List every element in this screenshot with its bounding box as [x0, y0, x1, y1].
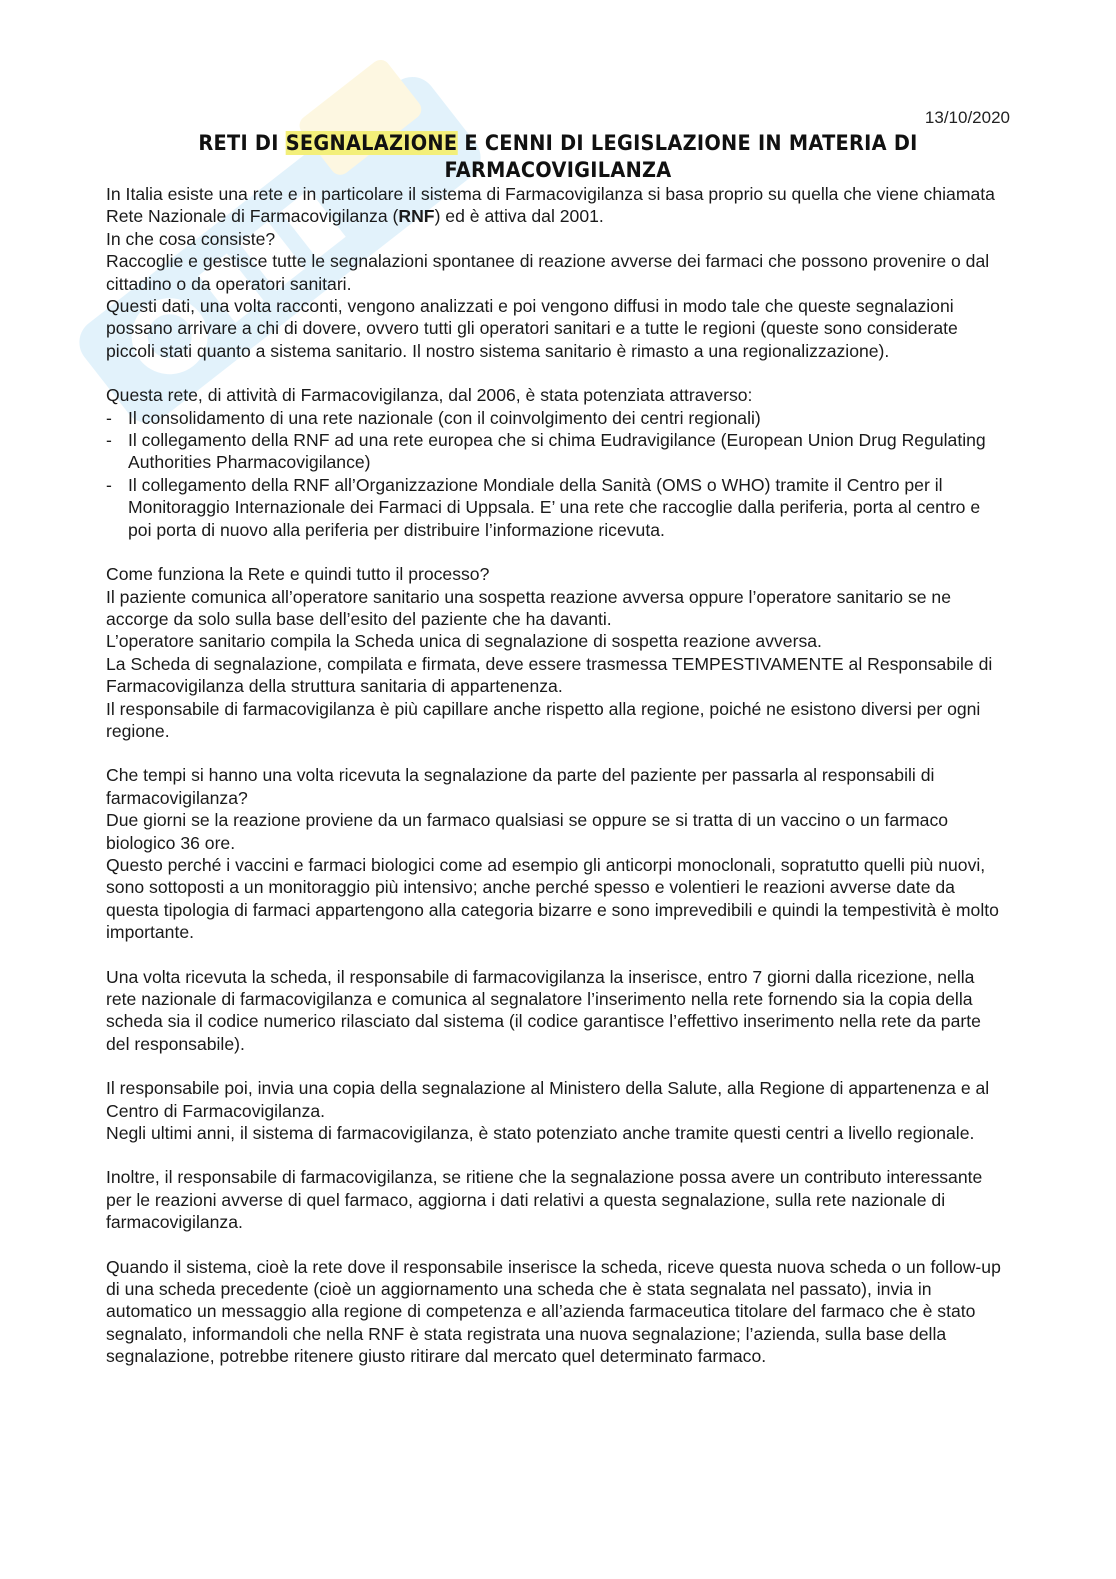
document-date: 13/10/2020 — [924, 108, 1010, 127]
paragraph: Il paziente comunica all’operatore sanitario una sospetta reazione avversa oppure l’operatore sanitario se ne accorge da solo sulla base dell’esito del paziente che ha davanti. — [106, 586, 952, 629]
list-item: - Il collegamento della RNF ad una rete europea che si chima Eudravigilance (European Union Drug Regulating Authorities Pharmacovigilance) — [106, 429, 1006, 474]
question: In che cosa consiste? — [106, 228, 276, 249]
title-highlight: SEGNALAZIONE — [285, 131, 458, 155]
paragraph: Questa rete, di attività di Farmacovigilanza, dal 2006, è stata potenziata attraverso: — [106, 385, 753, 406]
paragraph: Il responsabile di farmacovigilanza è più capillare anche rispetto alla regione, poiché ne esistono diversi per ogni regione. — [106, 698, 981, 741]
paragraph: Il responsabile poi, invia una copia della segnalazione al Ministero della Salute, alla Regione di appartenenza e al Centro di Farmacovigilanza. — [106, 1078, 990, 1121]
paragraph: Raccoglie e gestisce tutte le segnalazioni spontanee di reazione avverse dei farmaci che possono provenire o dal cittadino o da operatori sanitari. — [106, 251, 990, 294]
paragraph: La Scheda di segnalazione, compilata e firmata, deve essere trasmessa TEMPESTIVAMENTE al Responsabile di Farmacovigilanza della struttura sanitaria di appartenenza. — [106, 653, 993, 697]
paragraph: Due giorni se la reazione proviene da un farmaco qualsiasi se oppure se si tratta di un vaccino o un farmaco biologico 36 ore. — [106, 810, 949, 853]
paragraph: Questo perché i vaccini e farmaci biologici come ad esempio gli anticorpi monoclonali, sopratutto quelli più nuovi, sono sottoposti a un monitoraggio più intensivo; anche perché spesso e volentieri le reazioni avverse date da questa tipologia di farmaci appartengono alla categoria bizarre e sono imprevedibili e quindi la tempestività è molto importante. — [106, 854, 999, 943]
paragraph: L’operatore sanitario compila la Scheda unica di segnalazione di sospetta reazione avversa. — [106, 631, 822, 652]
paragraph: Negli ultimi anni, il sistema di farmacovigilanza, è stato potenziato anche tramite questi centri a livello regionale. — [106, 1123, 975, 1144]
document-title — [183, 130, 934, 184]
title-part: E CENNI DI LEGISLAZIONE IN MATERIA DI FARMACOVIGILANZA — [444, 131, 918, 182]
paragraph: Quando il sistema, cioè la rete dove il responsabile inserisce la scheda, riceve questa nuova scheda o un follow-up di una scheda precedente (cioè un aggiornamento una scheda che è stata segnalata nel passato), invia in automatico un messaggio alla regione di competenza e all’azienda farmaceutica titolare del farmaco che è stato segnalato, informandoli che nella RNF è stata registrata una nuova segnalazione; l’azienda, sulla base della segnalazione, potrebbe ritenere giusto ritirare dal mercato quel determinato farmaco. — [106, 1256, 1001, 1367]
paragraph: Questi dati, una volta racconti, vengono analizzati e poi vengono diffusi in modo tale che queste segnalazioni possano arrivare a chi di dovere, ovvero tutti gli operatori sanitari e a tutte le regioni (queste sono considerate piccoli stati quanto a sistema sanitario. Il nostro sistema sanitario è rimasto a una regionalizzazione). — [106, 296, 958, 361]
bold-term: RNF — [398, 206, 435, 227]
paragraph: Inoltre, il responsabile di farmacovigilanza, se ritiene che la segnalazione possa avere un contributo interessante per le reazioni avverse di quel farmaco, aggiorna i dati relativi a questa segnalazione, sulla rete nazionale di farmacovigilanza. — [106, 1167, 983, 1233]
document-body — [106, 183, 1006, 1368]
list-item: - Il collegamento della RNF all’Organizzazione Mondiale della Sanità (OMS o WHO) tramite il Centro per il Monitoraggio Internazionale dei Farmaci di Uppsala. E’ una rete che raccoglie dalla periferia, porta al centro e poi porta di nuovo alla periferia per distribuire l’informazione ricevuta. — [106, 474, 1006, 541]
paragraph: In Italia esiste una rete e in particolare il sistema di Farmacovigilanza si basa proprio su quella che viene chiamata Rete Nazionale di Farmacovigilanza (RNF) ed è attiva dal 2001. — [106, 184, 995, 227]
paragraph: Una volta ricevuta la scheda, il responsabile di farmacovigilanza la inserisce, entro 7 giorni dalla ricezione, nella rete nazionale di farmacovigilanza e comunica al segnalatore l’inserimento nella rete fornendo sia la copia della scheda sia il codice numerico rilasciato dal sistema (il codice garantisce l’effettivo inserimento nella rete da parte del responsabile). — [106, 966, 981, 1054]
question: Come funziona la Rete e quindi tutto il processo? — [106, 564, 490, 585]
list-item: - Il consolidamento di una rete nazionale (con il coinvolgimento dei centri regionali) — [106, 407, 1006, 429]
question: Che tempi si hanno una volta ricevuta la segnalazione da parte del paziente per passarla al responsabili di farmacovigilanza? — [106, 765, 935, 808]
title-part: RETI DI — [198, 131, 286, 155]
bullet-list — [106, 407, 1006, 541]
